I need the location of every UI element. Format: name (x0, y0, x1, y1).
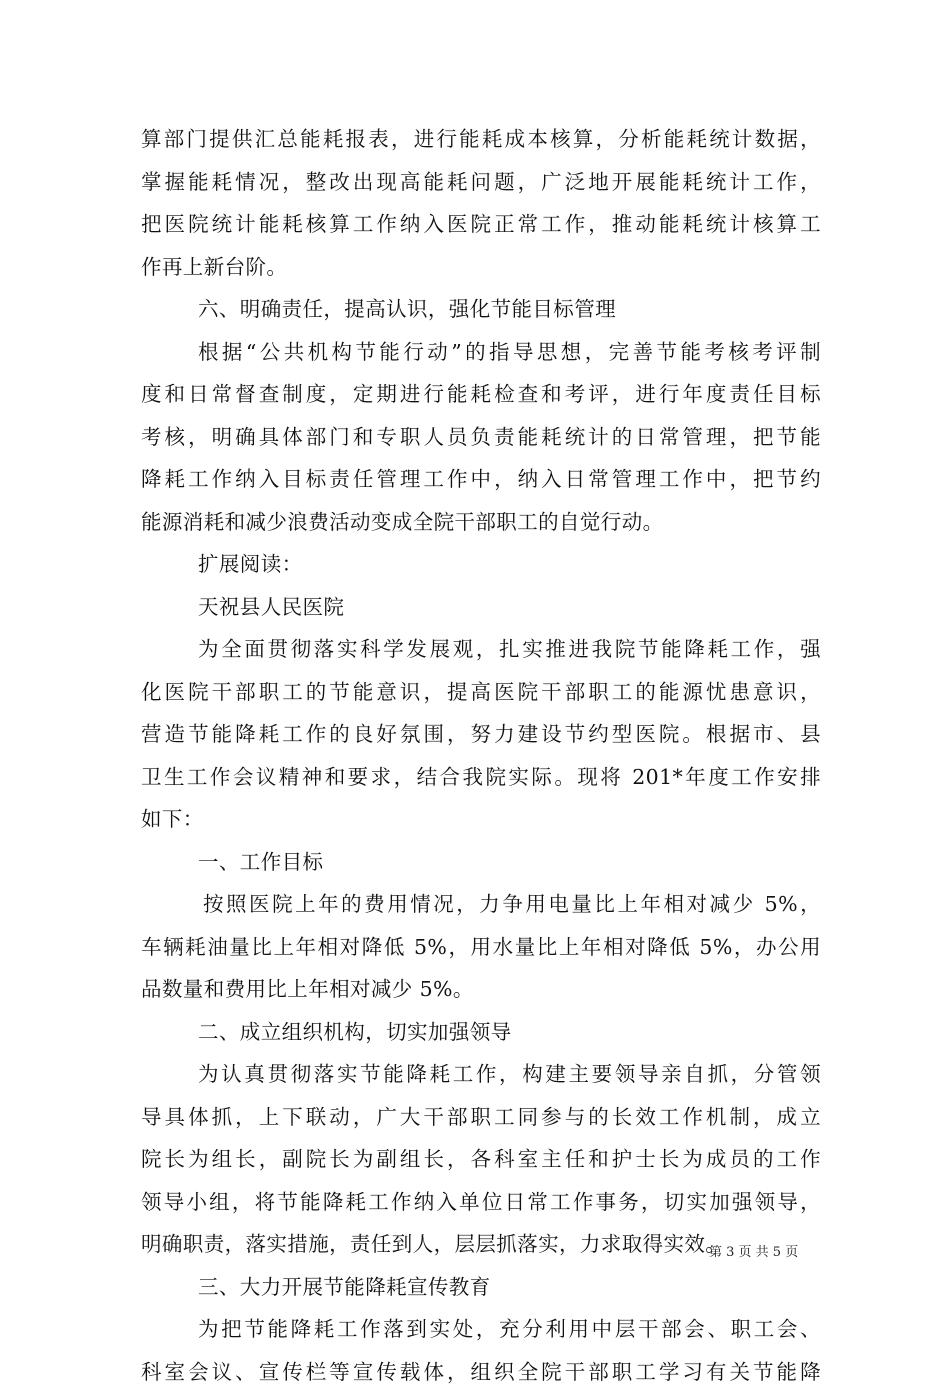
extended-reading-label: 扩展阅读： (141, 543, 821, 586)
text-line: 车辆耗油量比上年相对降低 5%，用水量比上年相对降低 5%，办公用 (141, 926, 821, 969)
text-line: 领导小组，将节能降耗工作纳入单位日常工作事务，切实加强领导， (141, 1181, 821, 1224)
text-line: 按照医院上年的费用情况，力争用电量比上年相对减少 5%， (141, 883, 821, 926)
text-line: 为把节能降耗工作落到实处，充分利用中层干部会、职工会、 (141, 1308, 821, 1351)
organization-name: 天祝县人民医院 (141, 586, 821, 629)
text-line: 算部门提供汇总能耗报表，进行能耗成本核算，分析能耗统计数据， (141, 118, 821, 161)
text-line: 掌握能耗情况，整改出现高能耗问题，广泛地开展能耗统计工作， (141, 161, 821, 204)
text-line: 科室会议、宣传栏等宣传载体，组织全院干部职工学习有关节能降 (141, 1351, 821, 1393)
text-line: 度和日常督查制度，定期进行能耗检查和考评，进行年度责任目标 (141, 373, 821, 416)
text-line: 如下： (141, 798, 821, 841)
section-heading-one: 一、工作目标 (141, 841, 821, 884)
page-number-footer: 第 3 页 共 5 页 (709, 1245, 798, 1261)
text-line: 把医院统计能耗核算工作纳入医院正常工作，推动能耗统计核算工 (141, 203, 821, 246)
document-body (141, 118, 821, 1393)
text-line: 品数量和费用比上年相对减少 5%。 (141, 968, 821, 1011)
text-line: 作再上新台阶。 (141, 246, 821, 289)
section-heading-six: 六、明确责任，提高认识，强化节能目标管理 (141, 288, 821, 331)
text-line: 降耗工作纳入目标责任管理工作中，纳入日常管理工作中，把节约 (141, 458, 821, 501)
text-line: 考核，明确具体部门和专职人员负责能耗统计的日常管理，把节能 (141, 416, 821, 459)
text-line: 院长为组长，副院长为副组长，各科室主任和护士长为成员的工作 (141, 1138, 821, 1181)
text-line: 化医院干部职工的节能意识，提高医院干部职工的能源忧患意识， (141, 671, 821, 714)
text-line: 卫生工作会议精神和要求，结合我院实际。现将 201*年度工作安排 (141, 756, 821, 799)
text-line: 为全面贯彻落实科学发展观，扎实推进我院节能降耗工作，强 (141, 628, 821, 671)
text-line: 营造节能降耗工作的良好氛围，努力建设节约型医院。根据市、县 (141, 713, 821, 756)
section-heading-three: 三、大力开展节能降耗宣传教育 (141, 1266, 821, 1309)
text-line: 为认真贯彻落实节能降耗工作，构建主要领导亲自抓，分管领 (141, 1053, 821, 1096)
text-line: 导具体抓，上下联动，广大干部职工同参与的长效工作机制，成立 (141, 1096, 821, 1139)
text-line: 根据“公共机构节能行动”的指导思想，完善节能考核考评制 (141, 331, 821, 374)
section-heading-two: 二、成立组织机构，切实加强领导 (141, 1011, 821, 1054)
text-line: 能源消耗和减少浪费活动变成全院干部职工的自觉行动。 (141, 501, 821, 544)
text-line: 明确职责，落实措施，责任到人，层层抓落实，力求取得实效。 (141, 1223, 821, 1266)
